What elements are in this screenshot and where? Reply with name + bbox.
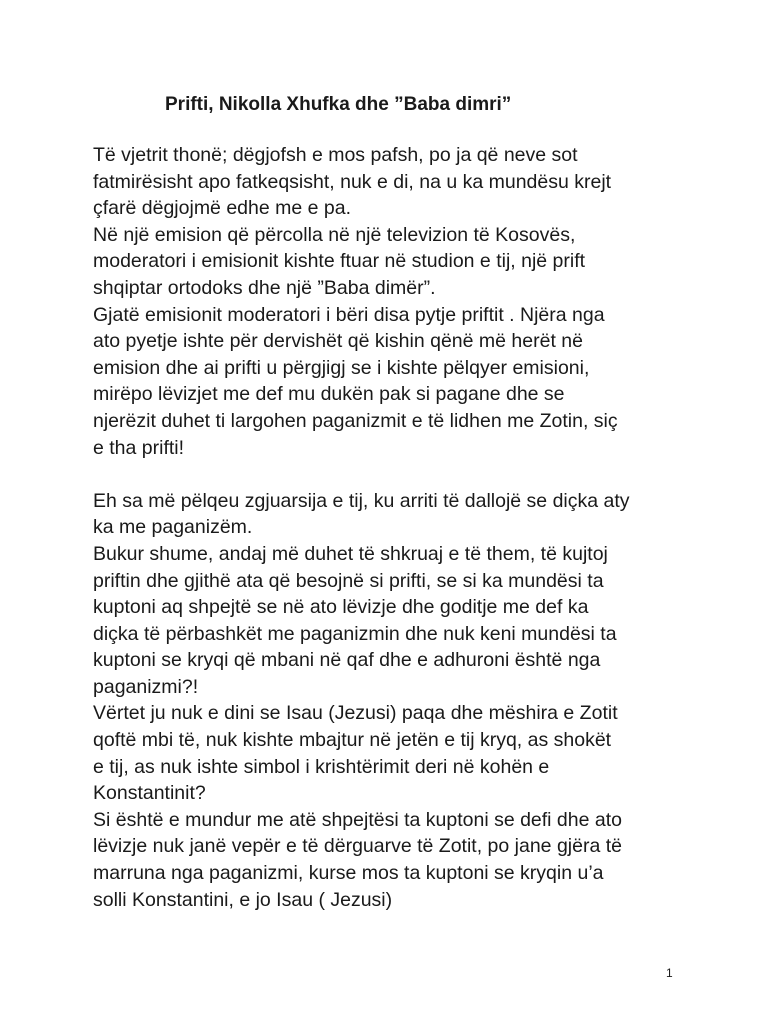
text-line: e tha prifti! (93, 436, 185, 459)
text-line: kuptoni aq shpejtë se në ato lëvizje dhe goditje me def ka (93, 596, 589, 619)
text-line: priftin dhe gjithë ata që besojnë si prifti, se si ka mundësi ta (93, 569, 604, 592)
text-line: solli Konstantini, e jo Isau ( Jezusi) (93, 888, 393, 911)
text-line: mirëpo lëvizjet me def mu dukën pak si pagane dhe se (93, 383, 565, 406)
text-line: kuptoni se kryqi që mbani në qaf dhe e adhuroni është nga (93, 649, 601, 672)
document-title: Prifti, Nikolla Xhufka dhe ”Baba dimri” (165, 94, 512, 115)
text-line: Konstantinit? (93, 782, 206, 805)
text-line: njerëzit duhet ti largohen paganizmit e të lidhen me Zotin, siç (93, 409, 618, 432)
text-line: Të vjetrit thonë; dëgjofsh e mos pafsh, po ja që neve sot (93, 144, 578, 166)
text-line: fatmirësisht apo fatkeqsisht, nuk e di, na u ka mundësu krejt (93, 170, 612, 193)
text-line: marruna nga paganizmi, kurse mos ta kuptoni se kryqin u’a (93, 862, 604, 885)
text-line: emision dhe ai prifti u përgjigj se i kishte pëlqyer emisioni, (93, 356, 590, 379)
document-body (93, 142, 683, 913)
page-number: 1 (666, 966, 673, 980)
text-line: Vërtet ju nuk e dini se Isau (Jezusi) paqa dhe mëshira e Zotit (93, 702, 618, 725)
text-line: Në një emision që përcolla në një televizion të Kosovës, (93, 223, 576, 246)
text-line: shqiptar ortodoks dhe një ”Baba dimër”. (93, 276, 436, 299)
text-line: Gjatë emisionit moderatori i bëri disa pytje priftit . Njëra nga (93, 303, 605, 326)
text-line: qoftë mbi të, nuk kishte mbajtur në jetën e tij kryq, as shokët (93, 729, 612, 752)
paragraph-break (93, 461, 683, 488)
text-line: ka me paganizëm. (93, 516, 253, 539)
text-line: lëvizje nuk janë vepër e të dërguarve të Zotit, po jane gjëra të (93, 835, 622, 858)
text-line: Bukur shume, andaj më duhet të shkruaj e të them, të kujtoj (93, 542, 608, 565)
text-line: ato pyetje ishte për dervishët që kishin qënë më herët në (93, 330, 583, 353)
text-line: diçka të përbashkët me paganizmin dhe nuk keni mundësi ta (93, 622, 617, 645)
text-line: moderatori i emisionit kishte ftuar në studion e tij, një prift (93, 250, 586, 273)
text-line: çfarë dëgjojmë edhe me e pa. (93, 197, 351, 220)
text-line: paganizmi?! (93, 675, 199, 698)
text-line: Eh sa më pëlqeu zgjuarsija e tij, ku arriti të dallojë se diçka aty (93, 489, 630, 512)
text-line: e tij, as nuk ishte simbol i krishtërimit deri në kohën e (93, 755, 550, 778)
text-line: Si është e mundur me atë shpejtësi ta kuptoni se defi dhe ato (93, 808, 622, 831)
